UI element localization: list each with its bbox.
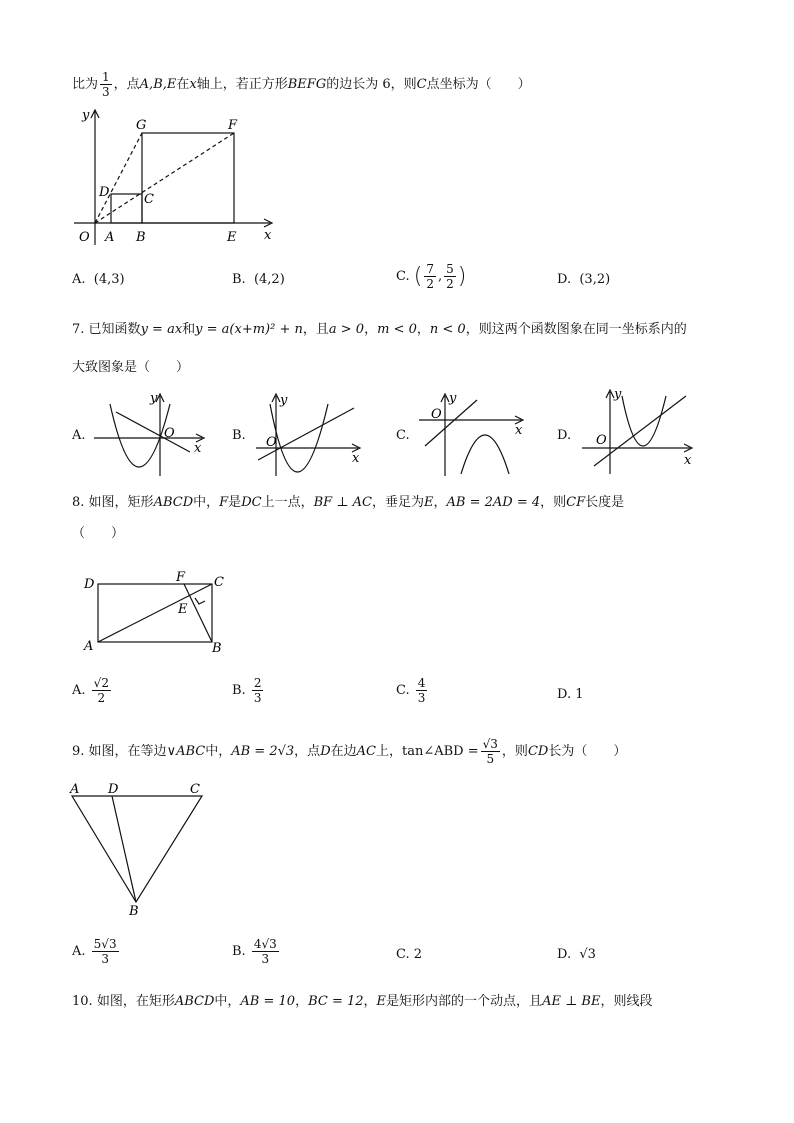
svg-text:O: O: [596, 433, 607, 448]
q6-label-d: D: [99, 185, 110, 200]
q7-stem-line2: 大致图象是（ ）: [72, 360, 190, 375]
svg-text:F: F: [176, 570, 186, 585]
q8-diagonal-ac: [98, 584, 212, 642]
q6-stem: 比为 $\frac{1}{3}$ ，点A,B,E在x轴上，若正方形BEFG的边长为 6，则C点坐标为（ ）: [72, 70, 531, 99]
svg-text:y: y: [280, 393, 288, 408]
q9-triangle: [72, 796, 202, 902]
q7-graph-b[interactable]: [252, 390, 364, 478]
svg-text:C: C: [214, 575, 224, 590]
q6-dashed-of: [95, 133, 234, 223]
svg-text:C: C: [190, 782, 200, 797]
q6-label-y: y: [82, 108, 90, 123]
svg-text:B: B: [129, 904, 139, 919]
q9-segment-bd: [112, 796, 136, 902]
q8-segment-bf: [184, 584, 212, 642]
svg-text:x: x: [515, 423, 523, 438]
q8-option-b[interactable]: B. $\frac{2}{3}$: [232, 676, 262, 705]
q10-stem: 10. 如图，在矩形ABCD中，AB = 10，BC = 12，E是矩形内部的一个动点，且AE ⊥ BE，则线段: [72, 994, 653, 1009]
q8-option-d[interactable]: D. 1: [557, 687, 584, 702]
q7-option-c-label[interactable]: C.: [396, 428, 410, 443]
q7-graph-d[interactable]: [578, 386, 696, 478]
q7-option-d-label[interactable]: D.: [557, 428, 572, 443]
svg-text:x: x: [352, 451, 360, 466]
svg-text:A: A: [84, 639, 94, 654]
q6-square-abcd: [111, 194, 142, 223]
q7-graph-c[interactable]: [415, 390, 527, 478]
svg-text:D: D: [108, 782, 119, 797]
q9-option-c[interactable]: C. 2: [396, 947, 423, 962]
q6-text: 比为: [72, 77, 99, 92]
q6-option-b[interactable]: B. (4,2): [232, 272, 285, 287]
q8-stem-line2: （ ）: [72, 526, 125, 541]
svg-text:O: O: [431, 407, 442, 422]
q7-graph-a[interactable]: [90, 390, 208, 478]
q6-option-c[interactable]: C. ( $\frac{7}{2}$ , $\frac{5}{2}$ ): [396, 262, 467, 291]
q6-option-a[interactable]: A. (4,3): [72, 272, 125, 287]
q9-option-d[interactable]: D. √3: [557, 947, 596, 962]
q9-option-b[interactable]: B. $\frac{4√3}{3}$: [232, 937, 277, 966]
q9-figure: [66, 780, 216, 920]
svg-text:D: D: [84, 577, 95, 592]
q6-label-g: G: [136, 118, 147, 133]
svg-text:B: B: [212, 641, 222, 654]
q6-label-f: F: [228, 118, 238, 133]
svg-text:O: O: [266, 435, 277, 450]
q9-tan-fraction: $\frac{√3}{5}$: [482, 737, 498, 766]
q6-dashed-og: [95, 133, 142, 223]
q7-stem: 7. 已知函数y = ax和y = a(x+m)² + n，且a > 0，m < 0，n < 0，则这两个函数图象在同一坐标系内的: [72, 322, 687, 337]
svg-text:A: A: [70, 782, 80, 797]
q7-option-a-label[interactable]: A.: [72, 428, 86, 443]
q8-option-a[interactable]: A. $\frac{√2}{2}$: [72, 676, 109, 705]
q6-label-x: x: [264, 228, 272, 243]
q6-square-befg: [142, 133, 234, 223]
q7-option-b-label[interactable]: B.: [232, 428, 246, 443]
svg-text:O: O: [164, 426, 175, 441]
svg-text:x: x: [684, 453, 692, 468]
q6-figure: [70, 105, 280, 250]
svg-text:E: E: [178, 602, 188, 617]
q6-label-a: A: [105, 230, 115, 245]
q9-option-a[interactable]: A. $\frac{5√3}{3}$: [72, 937, 117, 966]
q6-label-b: B: [136, 230, 146, 245]
svg-text:y: y: [150, 391, 158, 406]
svg-text:x: x: [194, 441, 202, 456]
q6-option-d[interactable]: D. (3,2): [557, 272, 611, 287]
q9-stem: 9. 如图，在等边∨ABC中，AB = 2√3，点D在边AC上，tan∠ABD = $\frac{√3}{5}$ ，则CD长为（ ）: [72, 737, 627, 766]
q6-ratio-fraction: $\frac{1}{3}$: [102, 70, 110, 99]
q8-right-angle-mark: [195, 598, 205, 604]
q8-stem: 8. 如图，矩形ABCD中，F是DC上一点，BF ⊥ AC，垂足为E，AB = 2AD = 4，则CF长度是: [72, 495, 625, 510]
q6-label-e: E: [227, 230, 237, 245]
q8-figure: [80, 568, 230, 654]
svg-text:y: y: [449, 391, 457, 406]
q8-option-c[interactable]: C. $\frac{4}{3}$: [396, 676, 426, 705]
q6-label-o: O: [79, 230, 90, 245]
svg-text:y: y: [614, 387, 622, 402]
q6-label-c: C: [144, 192, 154, 207]
